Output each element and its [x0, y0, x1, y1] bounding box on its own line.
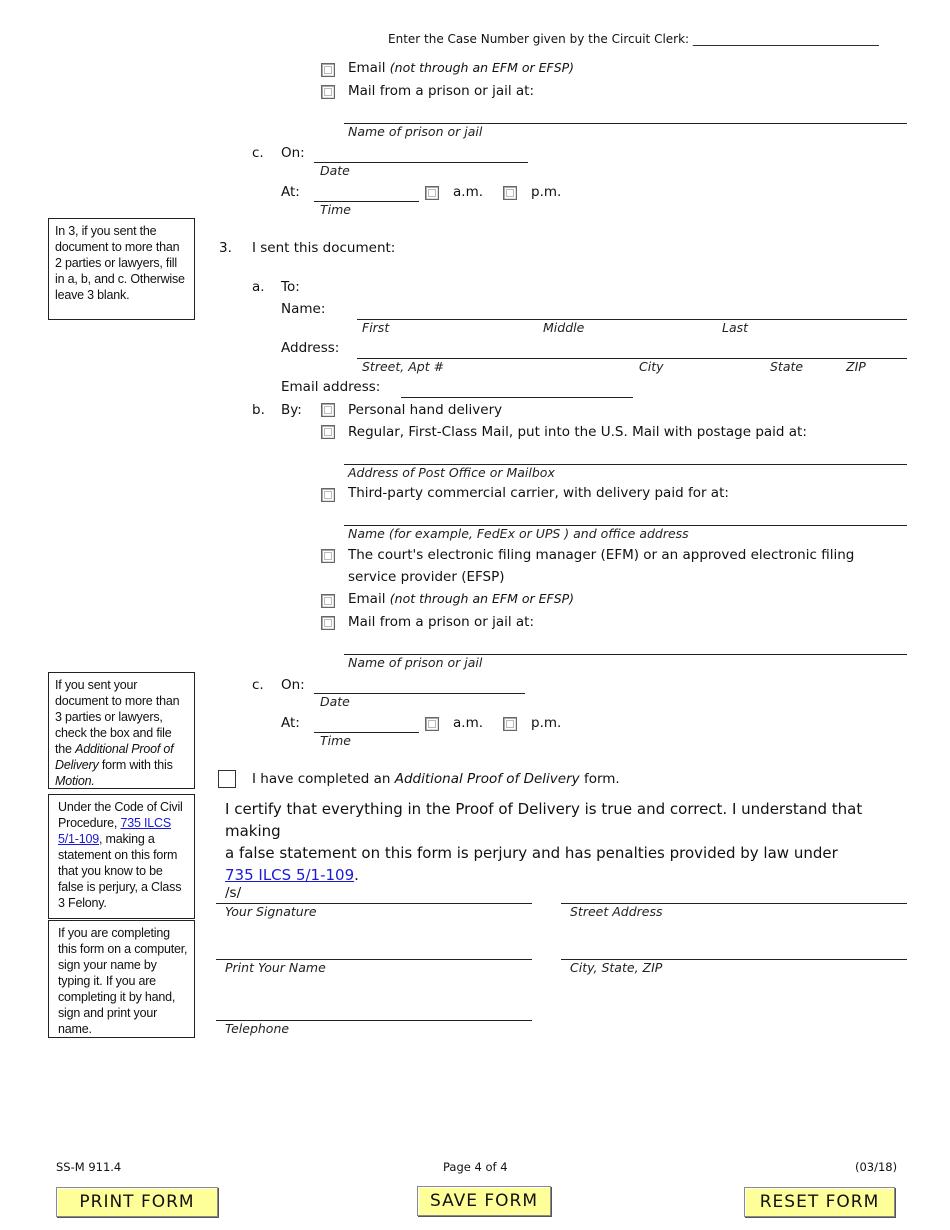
- prison-field-caption-3: Name of prison or jail: [348, 655, 483, 670]
- email-address-field[interactable]: [401, 397, 633, 398]
- statute-link[interactable]: 735 ILCS 5/1-109: [225, 866, 355, 884]
- item-c-letter-2: c.: [252, 145, 264, 161]
- date-caption-3: Date: [320, 694, 350, 709]
- item-a-letter: a.: [252, 279, 265, 295]
- item-b-letter: b.: [252, 402, 265, 418]
- time-caption-2: Time: [320, 202, 351, 217]
- address-label: Address:: [281, 340, 340, 356]
- state-caption: State: [770, 359, 804, 374]
- carrier-checkbox[interactable]: [321, 488, 335, 502]
- street-address-caption: Street Address: [570, 904, 663, 919]
- middle-caption: Middle: [543, 320, 585, 335]
- on-label-2: On:: [281, 145, 305, 161]
- side-note-signing: If you are completing this form on a computer, sign your name by typing it. If you are completing it by hand, sign and print your name.: [48, 920, 195, 1038]
- form-id: SS-M 911.4: [56, 1160, 122, 1174]
- side-note-perjury: Under the Code of Civil Procedure, 735 ILCS 5/1-109, making a statement on this form that you know to be false is perjury, a Class 3 Felony.: [48, 794, 195, 919]
- am-label-3: a.m.: [453, 715, 484, 731]
- prison-checkbox-2[interactable]: [321, 85, 335, 99]
- item-c-letter-3: c.: [252, 677, 264, 693]
- first-caption: First: [362, 320, 390, 335]
- email-address-label: Email address:: [281, 379, 381, 395]
- section-heading: I sent this document:: [252, 240, 396, 256]
- recipient-name-field[interactable]: [357, 319, 907, 320]
- section-number: 3.: [219, 240, 232, 256]
- case-number-field[interactable]: _______________________________: [692, 32, 879, 46]
- carrier-option: Third-party commercial carrier, with delivery paid for at:: [348, 485, 729, 501]
- am-checkbox-3[interactable]: [425, 717, 439, 731]
- at-label-2: At:: [281, 184, 300, 200]
- print-form-button[interactable]: PRINT FORM: [56, 1187, 218, 1217]
- reset-form-button[interactable]: RESET FORM: [744, 1187, 895, 1217]
- city-state-zip-caption: City, State, ZIP: [570, 960, 663, 975]
- by-label: By:: [281, 402, 302, 418]
- hand-delivery-checkbox[interactable]: [321, 403, 335, 417]
- date-caption-2: Date: [320, 163, 350, 178]
- email-option-3: Email (not through an EFM or EFSP): [348, 591, 575, 607]
- certify-text: I certify that everything in the Proof of Delivery is true and correct. I understand that making a false statement on this form is perjury and has penalties provided by law under 735 ILCS 5/1-109.: [225, 800, 863, 884]
- post-office-caption: Address of Post Office or Mailbox: [348, 465, 555, 480]
- efm-checkbox[interactable]: [321, 549, 335, 563]
- city-caption: City: [639, 359, 664, 374]
- last-caption: Last: [722, 320, 749, 335]
- first-class-mail-option: Regular, First-Class Mail, put into the U.S. Mail with postage paid at:: [348, 424, 807, 440]
- prison-option-2: Mail from a prison or jail at:: [348, 83, 535, 99]
- efm-option-cont: service provider (EFSP): [348, 569, 505, 585]
- pm-checkbox-3[interactable]: [503, 717, 517, 731]
- name-label: Name:: [281, 301, 326, 317]
- side-note-additional: If you sent your document to more than 3 parties or lawyers, check the box and file the Additional Proof of Delivery form with this Motion.: [48, 672, 195, 789]
- side-note-part3: In 3, if you sent the document to more than 2 parties or lawyers, fill in a, b, and c. Otherwise leave 3 blank.: [48, 218, 195, 320]
- signature-caption: Your Signature: [225, 904, 317, 919]
- time-caption-3: Time: [320, 733, 351, 748]
- prison-checkbox-3[interactable]: [321, 616, 335, 630]
- email-checkbox-3[interactable]: [321, 594, 335, 608]
- street-caption: Street, Apt #: [362, 359, 445, 374]
- signature-value[interactable]: /s/: [225, 885, 242, 901]
- pm-checkbox-2[interactable]: [503, 186, 517, 200]
- pm-label-2: p.m.: [531, 184, 562, 200]
- save-form-button[interactable]: SAVE FORM: [417, 1186, 551, 1216]
- carrier-caption: Name (for example, FedEx or UPS ) and office address: [348, 526, 689, 541]
- email-option-2: Email (not through an EFM or EFSP): [348, 60, 575, 76]
- first-class-mail-checkbox[interactable]: [321, 425, 335, 439]
- additional-proof-label: I have completed an Additional Proof of Delivery form.: [252, 771, 620, 787]
- am-label-2: a.m.: [453, 184, 484, 200]
- additional-proof-checkbox[interactable]: [218, 770, 236, 788]
- prison-field-caption-2: Name of prison or jail: [348, 124, 483, 139]
- email-checkbox-2[interactable]: [321, 63, 335, 77]
- print-name-caption: Print Your Name: [225, 960, 326, 975]
- zip-caption: ZIP: [846, 359, 866, 374]
- efm-option: The court's electronic filing manager (EFM) or an approved electronic filing: [348, 547, 855, 563]
- to-label: To:: [281, 279, 300, 295]
- am-checkbox-2[interactable]: [425, 186, 439, 200]
- case-number-label: Enter the Case Number given by the Circuit Clerk: _______________________________: [388, 32, 879, 46]
- statute-link-side[interactable]: 735 ILCS 5/1-109: [58, 816, 171, 846]
- form-date: (03/18): [855, 1160, 898, 1174]
- at-label-3: At:: [281, 715, 300, 731]
- telephone-caption: Telephone: [225, 1021, 290, 1036]
- prison-option-3: Mail from a prison or jail at:: [348, 614, 535, 630]
- on-label-3: On:: [281, 677, 305, 693]
- hand-delivery-option: Personal hand delivery: [348, 402, 503, 418]
- page-number: Page 4 of 4: [443, 1160, 508, 1174]
- pm-label-3: p.m.: [531, 715, 562, 731]
